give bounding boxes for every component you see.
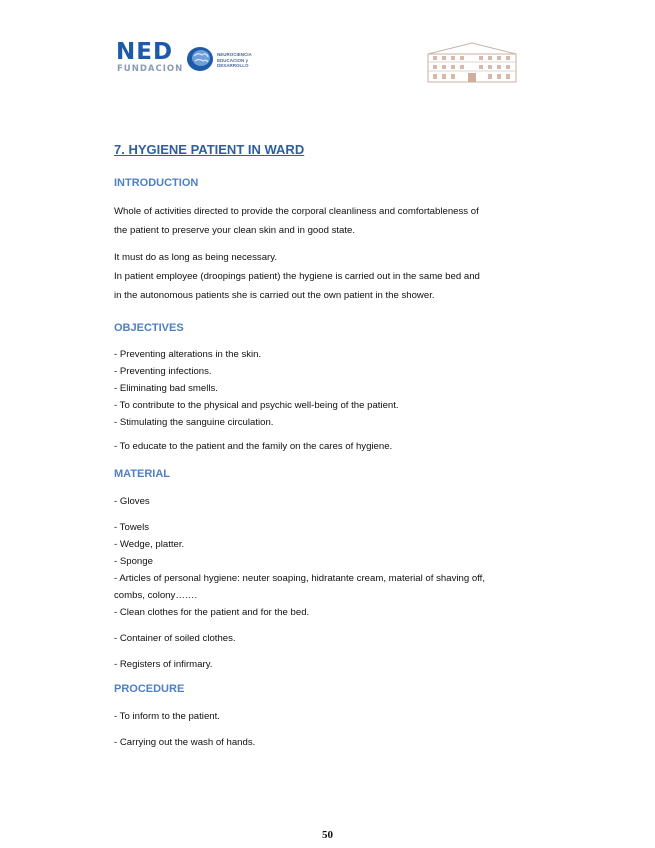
material-list	[114, 493, 544, 673]
intro-paragraph-line: the patient to preserve your clean skin and in good state.	[114, 225, 356, 236]
objectives-list	[114, 346, 544, 455]
list-item: - Clean clothes for the patient and for the bed.	[114, 607, 310, 618]
list-item: - Gloves	[114, 496, 150, 507]
logo-ned-text: NED	[116, 39, 174, 65]
intro-paragraph-line: It must do as long as being necessary.	[114, 252, 278, 263]
list-item: - To educate to the patient and the family on the cares of hygiene.	[114, 441, 393, 452]
logo-subtitle: NEUROCIENCIA EDUCACION y DESARROLLO	[217, 52, 252, 68]
logo-fundacion-text: FUNDACION	[117, 64, 184, 74]
introduction-heading: INTRODUCTION	[114, 177, 199, 189]
list-item: - Registers of infirmary.	[114, 659, 213, 670]
intro-paragraph-line: in the autonomous patients she is carried out the own patient in the shower.	[114, 290, 435, 301]
section-title: 7. HYGIENE PATIENT IN WARD	[114, 142, 305, 157]
list-item: - Wedge, platter.	[114, 539, 185, 550]
list-item: - Articles of personal hygiene: neuter soaping, hidratante cream, material of shaving off,	[114, 573, 485, 584]
page-number: 50	[322, 829, 333, 841]
intro-paragraph-line: Whole of activities directed to provide the corporal cleanliness and comfortableness of	[114, 206, 479, 217]
list-item: - Container of soiled clothes.	[114, 633, 236, 644]
intro-paragraph-line: In patient employee (droopings patient) the hygiene is carried out in the same bed and	[114, 271, 480, 282]
brain-icon	[185, 44, 215, 74]
list-item: - Carrying out the wash of hands.	[114, 737, 256, 748]
list-item: - Stimulating the sanguine circulation.	[114, 417, 274, 428]
ned-foundation-logo	[116, 40, 266, 82]
list-item: - To inform to the patient.	[114, 711, 220, 722]
list-item: - Eliminating bad smells.	[114, 383, 218, 394]
procedure-heading: PROCEDURE	[114, 683, 185, 695]
list-item: - Towels	[114, 522, 150, 533]
hospital-building-logo	[424, 40, 520, 84]
document-body	[114, 140, 544, 751]
list-item: - Preventing infections.	[114, 366, 212, 377]
list-item: - To contribute to the physical and psychic well-being of the patient.	[114, 400, 399, 411]
procedure-list	[114, 708, 544, 751]
list-item: combs, colony…….	[114, 590, 198, 601]
list-item: - Preventing alterations in the skin.	[114, 349, 262, 360]
material-heading: MATERIAL	[114, 468, 171, 480]
objectives-heading: OBJECTIVES	[114, 322, 184, 334]
list-item: - Sponge	[114, 556, 153, 567]
